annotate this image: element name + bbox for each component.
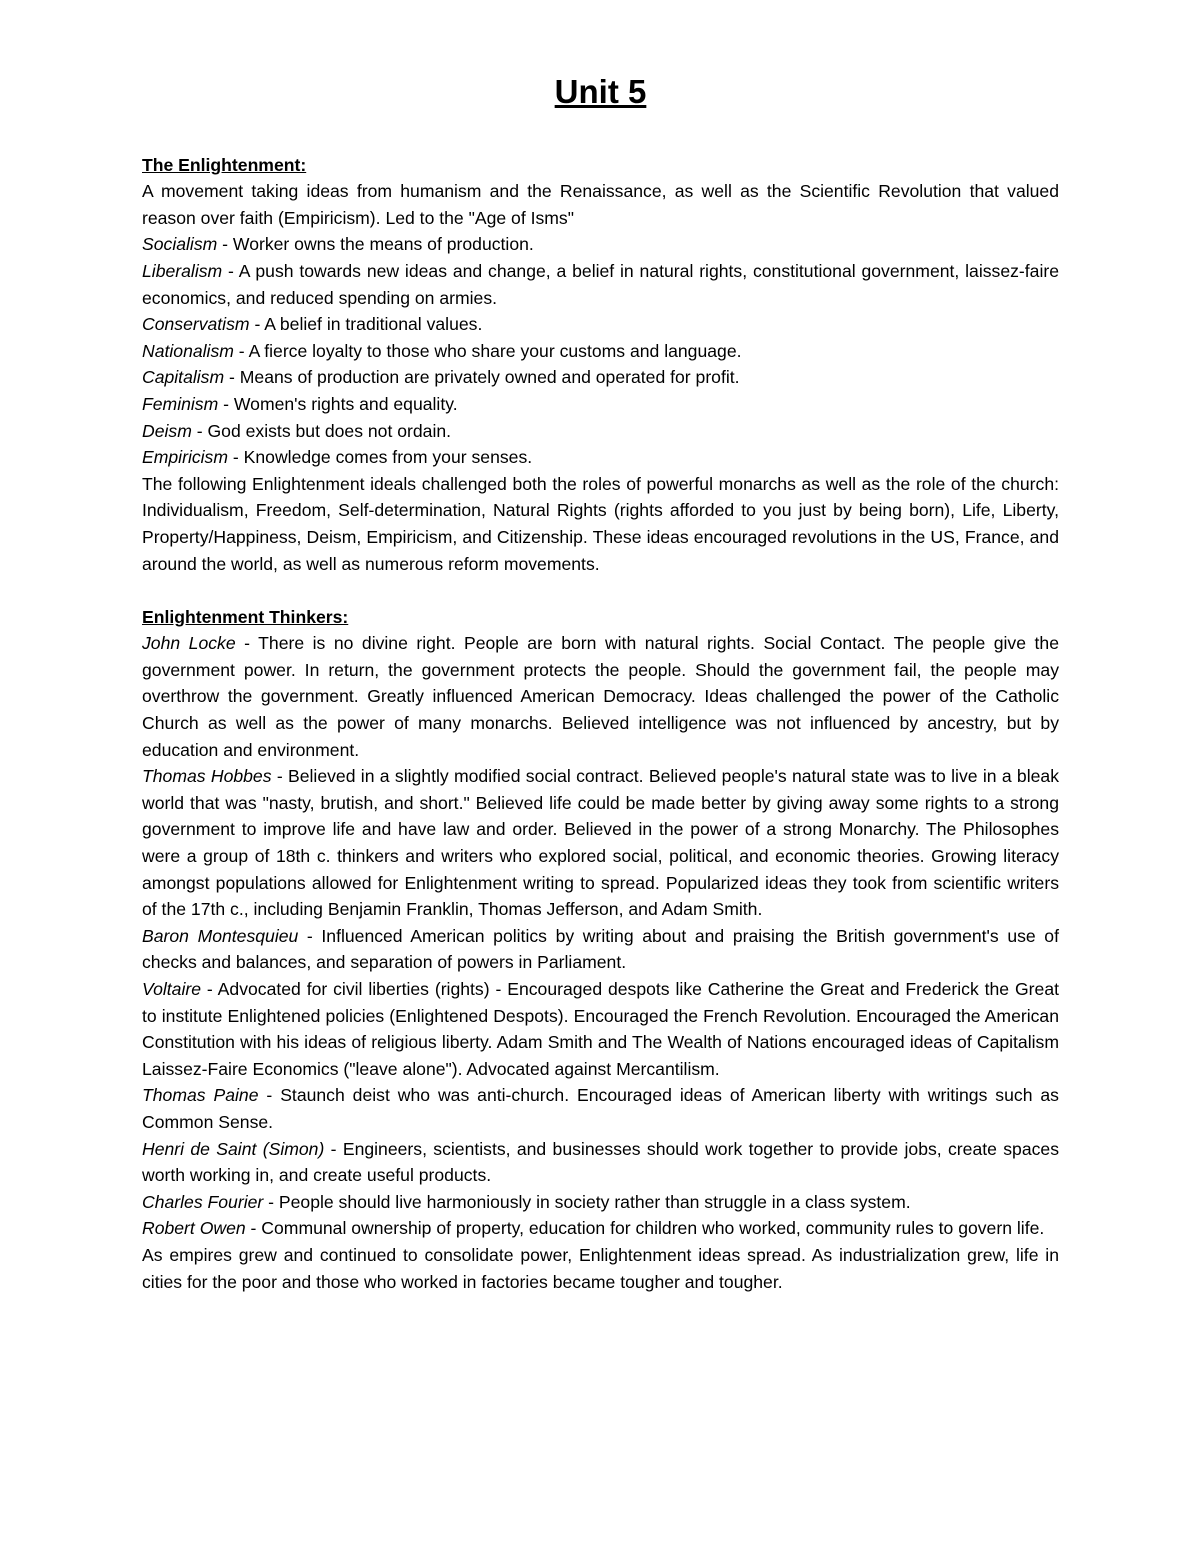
ism-entry <box>142 258 1059 311</box>
thinker-entry <box>142 976 1059 1082</box>
thinker-entry <box>142 1082 1059 1135</box>
ism-term: Feminism <box>142 393 219 414</box>
ism-entry <box>142 418 1059 445</box>
thinker-description: - Believed in a slightly modified social contract. Believed people's natural state was to live in a bleak world that was "nasty, brutish, and short." Believed life could be made better by giving away some rights to a strong government to improve life and have law and order. Believed in the power of a strong Monarchy. The Philosophes were a group of 18th c. thinkers and writers who explored social, political, and economic theories. Growing literacy amongst populations allowed for Enlightenment writing to spread. Popularized ideas they took from scientific writers of the 17th c., including Benjamin Franklin, Thomas Jefferson, and Adam Smith. <box>142 766 1059 920</box>
thinker-entry <box>142 630 1059 763</box>
thinker-entry <box>142 1189 1059 1216</box>
thinker-description: - Advocated for civil liberties (rights) - Encouraged despots like Catherine the Great and Frederick the Great to institute Enlightened policies (Enlightened Despots). Encouraged the French Revolution. Encouraged the American Constitution with his ideas of religious liberty. Adam Smith and The Wealth of Nations encouraged ideas of Capitalism Laissez-Faire Economics ("leave alone"). Advocated against Mercantilism. <box>142 979 1059 1079</box>
ism-term: Socialism <box>142 234 218 255</box>
ism-entry <box>142 391 1059 418</box>
ism-term: Conservatism <box>142 314 250 335</box>
enlightenment-intro: A movement taking ideas from humanism and the Renaissance, as well as the Scientific Revolution that valued reason over faith (Empiricism). Led to the "Age of Isms" <box>142 181 1059 228</box>
ism-definition: - Women's rights and equality. <box>218 393 458 414</box>
ism-term: Deism <box>142 420 192 441</box>
document-page <box>142 72 1059 1295</box>
thinker-name: Henri de Saint (Simon) <box>142 1138 325 1159</box>
ism-term: Empiricism <box>142 447 229 468</box>
thinker-description: - Influenced American politics by writing about and praising the British government's use of checks and balances, and separation of powers in Parliament. <box>142 925 1059 973</box>
thinker-name: Charles Fourier <box>142 1191 264 1212</box>
ism-term: Capitalism <box>142 367 225 388</box>
ism-entry <box>142 364 1059 391</box>
ism-definition: - Knowledge comes from your senses. <box>228 447 533 468</box>
thinker-description: - Staunch deist who was anti-church. Encouraged ideas of American liberty with writings such as Common Sense. <box>142 1085 1059 1132</box>
ism-definition: - Means of production are privately owned and operated for profit. <box>224 367 740 388</box>
ism-definition: - A fierce loyalty to those who share your customs and language. <box>233 340 742 361</box>
thinker-name: Baron Montesquieu <box>142 925 299 946</box>
thinker-entry <box>142 763 1059 923</box>
thinker-description: - There is no divine right. People are born with natural rights. Social Contact. The people give the government power. In return, the government protects the people. Should the government fail, the people may overthrow the government. Greatly influenced American Democracy. Ideas challenged the power of the Catholic Church as well as the power of many monarchs. Believed intelligence was not influenced by ancestry, but by education and environment. <box>142 633 1059 760</box>
ism-term: Liberalism <box>142 260 223 281</box>
thinker-name: Thomas Hobbes <box>142 766 272 787</box>
ism-entry <box>142 444 1059 471</box>
thinker-description: - Engineers, scientists, and businesses should work together to provide jobs, create spaces worth working in, and create useful products. <box>142 1138 1059 1186</box>
ism-entry <box>142 311 1059 338</box>
ism-definition: - God exists but does not ordain. <box>191 420 452 441</box>
ism-entry <box>142 231 1059 258</box>
ism-term: Nationalism <box>142 340 234 361</box>
thinker-entry <box>142 923 1059 976</box>
section-spacer <box>142 577 1059 604</box>
thinker-entry <box>142 1136 1059 1189</box>
thinker-description: - Communal ownership of property, education for children who worked, community rules to govern life. <box>245 1218 1045 1239</box>
thinker-entry <box>142 1215 1059 1242</box>
thinker-name: Robert Owen <box>142 1218 246 1239</box>
thinker-description: - People should live harmoniously in society rather than struggle in a class system. <box>263 1191 911 1212</box>
ism-definition: - Worker owns the means of production. <box>217 234 534 255</box>
thinker-name: Thomas Paine <box>142 1085 259 1106</box>
ism-entry <box>142 338 1059 365</box>
ism-definition: - A push towards new ideas and change, a belief in natural rights, constitutional government, laissez-faire economics, and reduced spending on armies. <box>142 260 1059 308</box>
thinker-name: Voltaire <box>142 979 202 999</box>
enlightenment-closing: The following Enlightenment ideals challenged both the roles of powerful monarchs as well as the role of the church: Individualism, Freedom, Self-determination, Natural Rights (rights afforded to you just by being born), Life, Liberty, Property/Happiness, Deism, Empiricism, and Citizenship. These ideas encouraged revolutions in the US, France, and around the world, as well as numerous reform movements. <box>142 473 1059 574</box>
page-title: Unit 5 <box>554 73 647 110</box>
thinkers-heading: Enlightenment Thinkers: <box>142 606 349 627</box>
thinker-name: John Locke <box>142 633 236 654</box>
ism-definition: - A belief in traditional values. <box>249 314 483 335</box>
thinkers-closing: As empires grew and continued to consolidate power, Enlightenment ideas spread. As industrialization grew, life in cities for the poor and those who worked in factories became tougher and tougher. <box>142 1244 1059 1292</box>
enlightenment-heading: The Enlightenment: <box>142 154 307 175</box>
